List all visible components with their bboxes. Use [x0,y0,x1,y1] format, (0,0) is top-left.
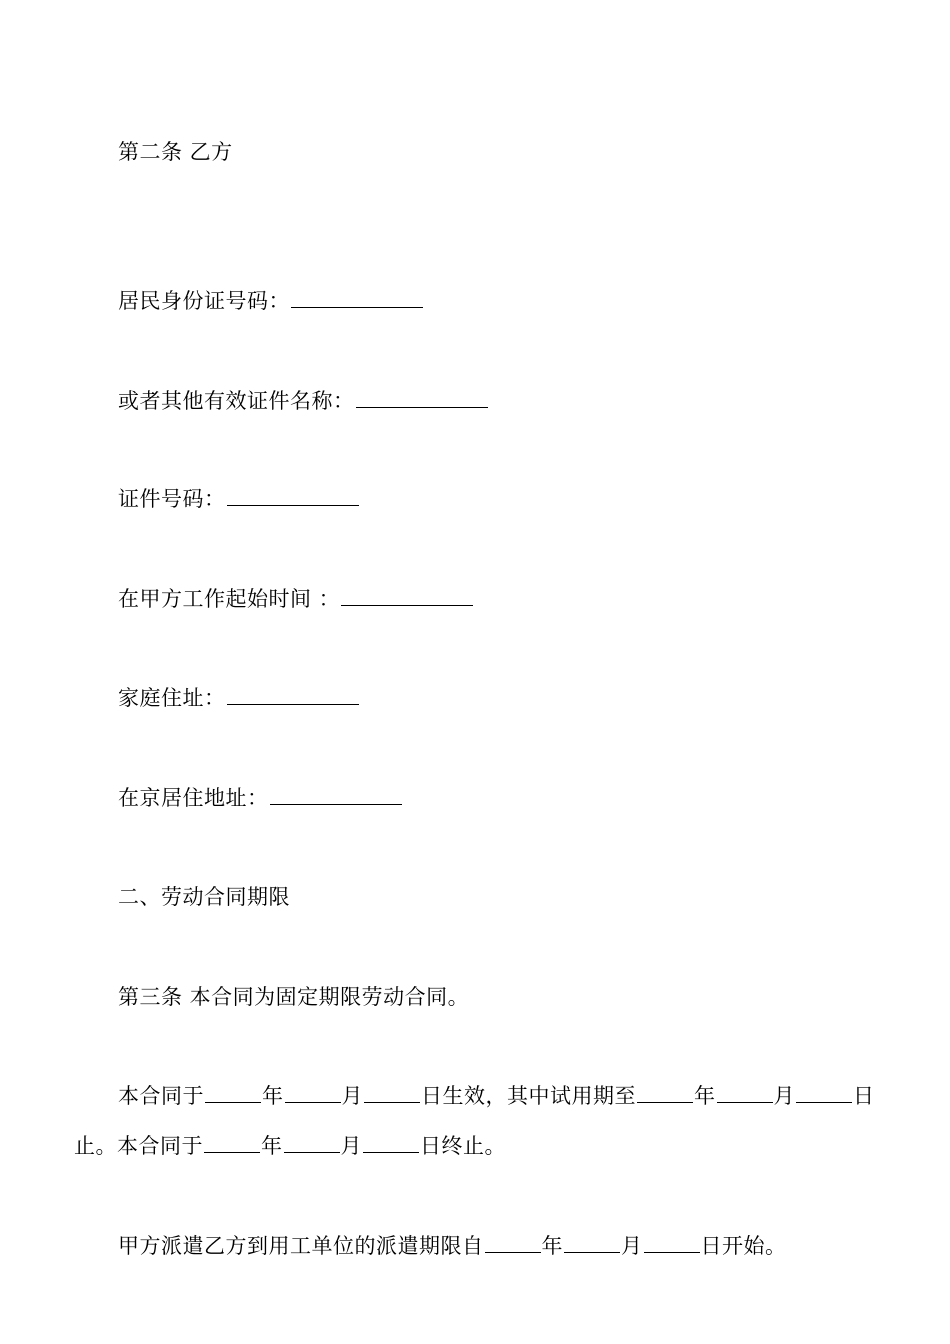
effective-day-text: 日生效，其中试用期至 [421,1084,636,1108]
home-address-label: 家庭住址： [118,686,226,710]
probation-month-blank[interactable] [717,1084,773,1103]
termination-prefix: 止。本合同于 [74,1134,203,1158]
effective-date-line [118,1083,875,1109]
section-2-heading [118,884,290,910]
month-label: 月 [773,1084,795,1108]
dispatch-month-blank[interactable] [564,1234,620,1253]
termination-date-line [74,1133,506,1159]
article-3-heading [118,984,469,1010]
cert-number-line [118,486,360,512]
beijing-address-line [118,785,403,811]
month-label: 月 [621,1234,643,1258]
effective-prefix: 本合同于 [118,1084,204,1108]
year-label: 年 [261,1134,283,1158]
dispatch-prefix: 甲方派遣乙方到用工单位的派遣期限自 [118,1234,484,1258]
id-number-line [118,288,424,314]
section-2-heading-text: 二、劳动合同期限 [118,885,290,909]
month-label: 月 [341,1084,363,1108]
article-3-heading-text: 第三条 本合同为固定期限劳动合同。 [118,985,470,1009]
start-time-blank[interactable] [341,587,473,606]
year-label: 年 [694,1084,716,1108]
article-2-heading [118,139,233,165]
probation-day-text: 日 [853,1084,875,1108]
other-cert-blank[interactable] [356,389,488,408]
cert-number-blank[interactable] [227,487,359,506]
probation-year-blank[interactable] [637,1084,693,1103]
home-address-line [118,685,360,711]
start-time-line [118,586,474,612]
start-time-label: 在甲方工作起始时间 ： [118,587,341,611]
termination-month-blank[interactable] [284,1134,340,1153]
effective-year-blank[interactable] [205,1084,261,1103]
effective-day-blank[interactable] [364,1084,420,1103]
termination-day-blank[interactable] [363,1134,419,1153]
beijing-address-blank[interactable] [270,786,402,805]
month-label: 月 [340,1134,362,1158]
cert-number-label: 证件号码： [118,487,226,511]
id-number-label: 居民身份证号码： [118,289,290,313]
dispatch-day-blank[interactable] [644,1234,700,1253]
year-label: 年 [262,1084,284,1108]
dispatch-day-text: 日开始。 [700,1234,787,1258]
home-address-blank[interactable] [227,686,359,705]
article-2-heading-text: 第二条 乙方 [118,140,233,164]
termination-day-text: 日终止。 [420,1134,506,1158]
dispatch-year-blank[interactable] [485,1234,541,1253]
effective-month-blank[interactable] [285,1084,341,1103]
termination-year-blank[interactable] [204,1134,260,1153]
dispatch-period-line [118,1233,787,1259]
other-cert-label: 或者其他有效证件名称： [118,389,355,413]
beijing-address-label: 在京居住地址： [118,786,269,810]
year-label: 年 [541,1234,563,1258]
probation-day-blank[interactable] [796,1084,852,1103]
other-cert-line [118,388,489,414]
id-number-blank[interactable] [291,289,423,308]
